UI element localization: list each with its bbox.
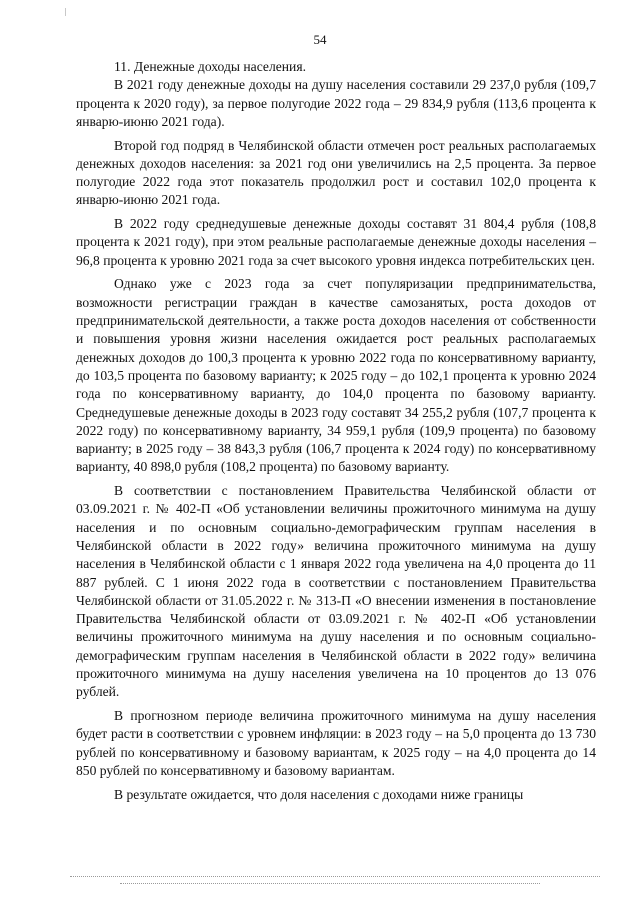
paragraph-income-2022: В 2022 году среднедушевые денежные доходы составят 31 804,4 рубля (108,8 процента к 2021 году), при этом реальные располагаемые денежные доходы населения – 96,8 процента к уровню 2021 года за счет высокого уровня индекса потребительских цен. [76, 216, 596, 268]
scan-mark [65, 8, 66, 16]
body-text [76, 58, 596, 809]
scan-artifact-line [70, 876, 600, 877]
paragraph-subsistence-minimum: В соответствии с постановлением Правительства Челябинской области от 03.09.2021 г. № 402-П «Об установлении величины прожиточного минимума на душу населения и по основным социально-демографическим группам населения в Челябинской области в 2022 году» величина прожиточного минимума на душу населения в Челябинской области с 1 января 2022 года увеличена на 4,0 процента до 11 887 рублей. С 1 июня 2022 года в соответствии с постановлением Правительства Челябинской области от 31.05.2022 г. № 313-П «О внесении изменения в постановление Правительства Челябинской области от 03.09.2021 г. № 402-П «Об установлении величины прожиточного минимума на душу населения и по основным социально-демографическим группам населения в Челябинской области в 2022 году» величина прожиточного минимума на душу населения увеличена на 10 процентов до 13 076 рублей. [76, 483, 596, 700]
paragraph-conclusion: В результате ожидается, что доля населения с доходами ниже границы [114, 786, 524, 802]
paragraph-subsistence-forecast: В прогнозном периоде величина прожиточного минимума на душу населения будет расти в соответствии с уровнем инфляции: в 2023 году – на 5,0 процента до 13 730 рублей по консервативному и базовому вариантам, к 2025 году – на 4,0 процента до 14 850 рублей по консервативному и базовому вариантам. [76, 708, 596, 778]
section-heading: 11. Денежные доходы населения. [114, 59, 306, 74]
paragraph-income-forecast: Однако уже с 2023 года за счет популяризации предпринимательства, возможности регистрации граждан в качестве самозанятых, роста доходов от предпринимательской деятельности, а также роста доходов населения от собственности и повышения уровня жизни населения ожидается рост реальных располагаемых денежных доходов до 100,3 процента к уровню 2022 года по консервативному варианту, до 103,5 процента по базовому варианту; к 2025 году – до 102,1 процента к уровню 2024 года по консервативному варианту, до 104,0 процента по базовому варианту. Среднедушевые денежные доходы в 2023 году составят 34 255,2 рубля (107,7 процента к 2022 году) по консервативному варианту, 34 959,1 рубля (109,9 процента) по базовому варианту; в 2025 году – 38 843,3 рубля (106,7 процента к 2024 году) по консервативному варианту, 40 898,0 рубля (108,2 процента) по базовому варианту. [76, 276, 596, 475]
page-number: 54 [313, 32, 327, 47]
paragraph-real-income-growth: Второй год подряд в Челябинской области отмечен рост реальных располагаемых денежных доходов населения: за 2021 год они увеличились на 2,5 процента. За первое полугодие 2022 года этот показатель продолжил рост и составил 102,0 процента к январю-июню 2021 года. [76, 137, 596, 208]
paragraph-income-2021: В 2021 году денежные доходы на душу населения составили 29 237,0 рубля (109,7 процента к 2020 году), за первое полугодие 2022 года – 29 834,9 рубля (113,6 процента к январю-июню 2021 года). [76, 77, 596, 129]
scan-artifact-line [120, 883, 540, 884]
